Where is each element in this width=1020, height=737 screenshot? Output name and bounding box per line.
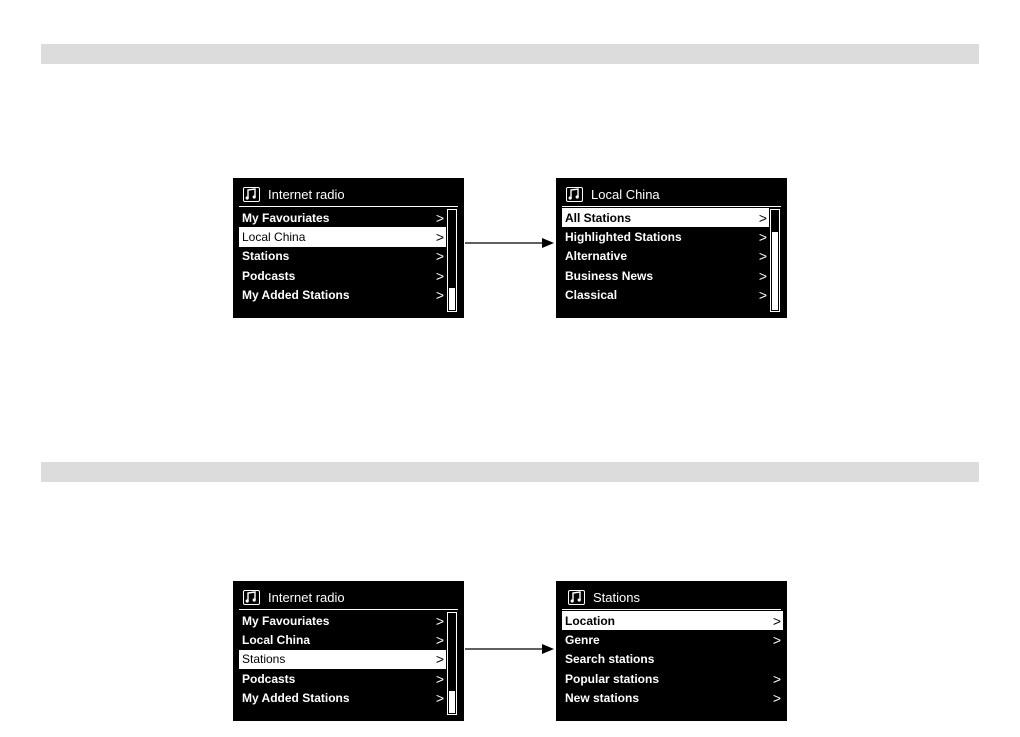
menu-item-label: All Stations: [565, 210, 632, 225]
music-folder-icon: [243, 187, 260, 202]
menu-item[interactable]: [562, 247, 769, 266]
chevron-right-icon: >: [758, 287, 767, 304]
title-divider: [239, 206, 458, 207]
menu-item-selected[interactable]: [239, 227, 446, 246]
menu-item[interactable]: [239, 611, 446, 630]
chevron-right-icon: >: [435, 287, 444, 304]
menu-item-label: Highlighted Stations: [565, 230, 682, 245]
music-folder-icon: [568, 590, 585, 605]
menu-item-label: Business News: [565, 268, 654, 283]
screen-internet-radio-top: [233, 178, 464, 318]
section-band-bottom: [41, 462, 979, 482]
menu-item-label: Classical: [565, 288, 618, 303]
chevron-right-icon: >: [435, 690, 444, 707]
chevron-right-icon: >: [435, 209, 444, 226]
title-divider: [562, 206, 781, 207]
menu-item[interactable]: [562, 689, 783, 708]
title-divider: [239, 609, 458, 610]
chevron-right-icon: >: [435, 267, 444, 284]
menu-item-selected[interactable]: [239, 650, 446, 669]
menu-item[interactable]: [562, 227, 769, 246]
chevron-right-icon: >: [435, 632, 444, 649]
menu-item[interactable]: [562, 650, 783, 669]
chevron-right-icon: >: [758, 209, 767, 226]
chevron-right-icon: >: [758, 248, 767, 265]
screen-title-bar: [566, 184, 660, 204]
menu-item-label: My Favouriates: [242, 210, 330, 225]
scrollbar[interactable]: [447, 209, 457, 312]
menu-item-label: My Added Stations: [242, 288, 350, 303]
title-divider: [562, 609, 781, 610]
menu-item-label: Podcasts: [242, 671, 296, 686]
menu-item-label: Local China: [242, 230, 306, 245]
chevron-right-icon: >: [772, 670, 781, 687]
chevron-right-icon: >: [435, 612, 444, 629]
menu-item-label: Popular stations: [565, 671, 660, 686]
menu-item[interactable]: [239, 689, 446, 708]
menu-list: [562, 208, 769, 305]
menu-item-label: Location: [565, 613, 615, 628]
scrollbar[interactable]: [447, 612, 457, 715]
menu-item[interactable]: [239, 266, 446, 285]
screen-title: Internet radio: [268, 186, 345, 202]
music-folder-icon: [243, 590, 260, 605]
menu-item-selected[interactable]: [562, 611, 783, 630]
scrollbar[interactable]: [770, 209, 780, 312]
menu-item-label: My Favouriates: [242, 613, 330, 628]
menu-item-label: Search stations: [565, 652, 655, 667]
menu-item[interactable]: [562, 266, 769, 285]
menu-item-label: My Added Stations: [242, 691, 350, 706]
menu-item[interactable]: [562, 669, 783, 688]
menu-item[interactable]: [239, 247, 446, 266]
chevron-right-icon: >: [772, 612, 781, 629]
scrollbar-thumb[interactable]: [449, 691, 455, 713]
menu-item-label: Genre: [565, 633, 600, 648]
menu-item-label: New stations: [565, 691, 640, 706]
chevron-right-icon: >: [435, 670, 444, 687]
menu-item[interactable]: [239, 669, 446, 688]
chevron-right-icon: >: [772, 632, 781, 649]
screen-title: Internet radio: [268, 589, 345, 605]
scrollbar-thumb[interactable]: [772, 232, 778, 310]
menu-item[interactable]: [562, 630, 783, 649]
screen-stations: [556, 581, 787, 721]
menu-list: [562, 611, 783, 708]
music-folder-icon: [566, 187, 583, 202]
menu-item-label: Stations: [242, 652, 286, 667]
screen-title-bar: [243, 184, 345, 204]
scrollbar-thumb[interactable]: [449, 288, 455, 310]
menu-item-label: Podcasts: [242, 268, 296, 283]
screen-local-china: [556, 178, 787, 318]
menu-list: [239, 611, 446, 708]
chevron-right-icon: >: [772, 690, 781, 707]
menu-item-label: Local China: [242, 633, 311, 648]
screen-title-bar: [568, 587, 640, 607]
arrow-right-icon: [464, 236, 556, 250]
chevron-right-icon: >: [435, 651, 444, 668]
chevron-right-icon: >: [758, 267, 767, 284]
chevron-right-icon: >: [758, 229, 767, 246]
menu-item[interactable]: [239, 630, 446, 649]
chevron-right-icon: >: [435, 229, 444, 246]
screen-title: Stations: [593, 589, 640, 605]
menu-item[interactable]: [239, 208, 446, 227]
section-band-top: [41, 44, 979, 64]
arrow-right-icon: [464, 642, 556, 656]
screen-internet-radio-bottom: [233, 581, 464, 721]
menu-item-selected[interactable]: [562, 208, 769, 227]
screen-title: Local China: [591, 186, 660, 202]
menu-list: [239, 208, 446, 305]
screen-title-bar: [243, 587, 345, 607]
menu-item[interactable]: [562, 286, 769, 305]
chevron-right-icon: >: [435, 248, 444, 265]
menu-item-label: Alternative: [565, 249, 628, 264]
menu-item-label: Stations: [242, 249, 290, 264]
menu-item[interactable]: [239, 286, 446, 305]
